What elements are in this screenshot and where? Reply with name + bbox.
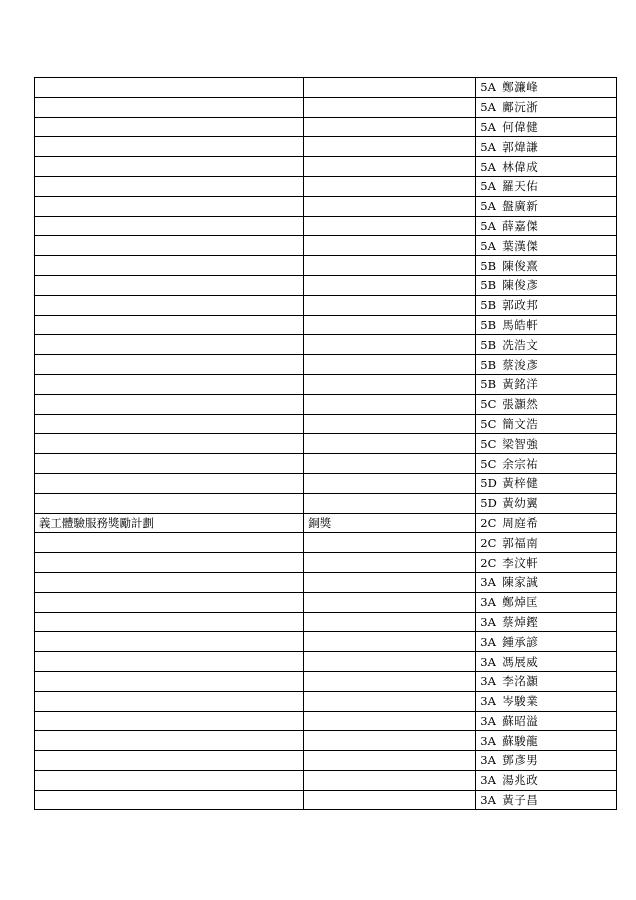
- student-name: 鄺沅浙: [502, 100, 539, 115]
- table-row: [35, 355, 617, 375]
- table-row: [35, 533, 617, 553]
- student-class: 5B: [480, 258, 497, 273]
- student-class: 3A: [480, 674, 496, 689]
- student-class: 3A: [480, 634, 496, 649]
- student-cell: [476, 78, 617, 98]
- student-class: 5B: [480, 377, 497, 392]
- student-class: 5C: [480, 456, 497, 471]
- table-row: [35, 97, 617, 117]
- program-cell: [35, 414, 304, 434]
- student-name: 湯兆政: [502, 773, 539, 788]
- program-cell: 義工體驗服務獎勵計劃: [35, 513, 304, 533]
- award-cell: [304, 632, 476, 652]
- student-cell: [476, 256, 617, 276]
- award-cell: [304, 553, 476, 573]
- student-cell: [476, 770, 617, 790]
- award-cell: [304, 216, 476, 236]
- student-cell: [476, 157, 617, 177]
- student-cell: [476, 454, 617, 474]
- student-cell: [476, 374, 617, 394]
- student-name: 梁智強: [502, 436, 539, 451]
- student-class: 5A: [480, 179, 496, 194]
- student-name: 馮展威: [502, 654, 539, 669]
- student-class: 5C: [480, 416, 497, 431]
- table-row: [35, 374, 617, 394]
- table-row: [35, 513, 617, 533]
- program-cell: [35, 355, 304, 375]
- student-class: 3A: [480, 753, 496, 768]
- table-row: [35, 78, 617, 98]
- table-row: [35, 553, 617, 573]
- student-name: 李汶軒: [502, 555, 539, 570]
- award-cell: [304, 295, 476, 315]
- program-cell: [35, 97, 304, 117]
- program-cell: [35, 78, 304, 98]
- program-cell: [35, 454, 304, 474]
- award-cell: [304, 770, 476, 790]
- student-class: 5D: [480, 496, 497, 511]
- student-class: 3A: [480, 595, 496, 610]
- student-cell: [476, 473, 617, 493]
- student-cell: [476, 216, 617, 236]
- program-cell: [35, 493, 304, 513]
- award-cell: [304, 592, 476, 612]
- student-class: 3A: [480, 773, 496, 788]
- award-cell: [304, 275, 476, 295]
- program-cell: [35, 394, 304, 414]
- award-cell: [304, 117, 476, 137]
- student-cell: [476, 533, 617, 553]
- table-row: [35, 275, 617, 295]
- student-cell: [476, 632, 617, 652]
- table-row: [35, 473, 617, 493]
- student-cell: [476, 652, 617, 672]
- student-class: 3A: [480, 694, 496, 709]
- student-class: 5D: [480, 476, 497, 491]
- student-name: 蘇昭溢: [502, 713, 539, 728]
- student-class: 5A: [480, 80, 496, 95]
- program-cell: [35, 434, 304, 454]
- student-name: 葉漢傑: [502, 238, 539, 253]
- program-cell: [35, 295, 304, 315]
- student-name: 林偉成: [502, 159, 539, 174]
- student-cell: [476, 295, 617, 315]
- award-cell: [304, 473, 476, 493]
- student-class: 3A: [480, 793, 496, 808]
- award-cell: [304, 78, 476, 98]
- award-cell: [304, 196, 476, 216]
- student-class: 2C: [480, 535, 497, 550]
- student-class: 3A: [480, 713, 496, 728]
- program-cell: [35, 473, 304, 493]
- program-cell: [35, 770, 304, 790]
- program-cell: [35, 117, 304, 137]
- award-cell: [304, 374, 476, 394]
- student-cell: [476, 137, 617, 157]
- table-row: [35, 236, 617, 256]
- student-class: 5B: [480, 317, 497, 332]
- award-cell: [304, 612, 476, 632]
- student-name: 羅天佑: [502, 179, 539, 194]
- program-cell: [35, 572, 304, 592]
- student-name: 李洺灝: [502, 674, 539, 689]
- student-class: 5A: [480, 119, 496, 134]
- table-row: [35, 256, 617, 276]
- student-name: 陳俊彥: [502, 278, 539, 293]
- table-row: [35, 176, 617, 196]
- program-cell: [35, 790, 304, 810]
- table-row: [35, 731, 617, 751]
- student-cell: [476, 117, 617, 137]
- award-cell: [304, 751, 476, 771]
- student-cell: [476, 196, 617, 216]
- student-name: 鄭焯匡: [502, 595, 539, 610]
- program-cell: [35, 632, 304, 652]
- award-cell: [304, 315, 476, 335]
- program-cell: [35, 176, 304, 196]
- student-cell: [476, 434, 617, 454]
- table-row: [35, 671, 617, 691]
- student-cell: [476, 731, 617, 751]
- student-cell: [476, 751, 617, 771]
- table-row: [35, 652, 617, 672]
- award-cell: 銅獎: [304, 513, 476, 533]
- award-cell: [304, 394, 476, 414]
- program-cell: [35, 751, 304, 771]
- program-cell: [35, 731, 304, 751]
- table-row: [35, 592, 617, 612]
- table-row: [35, 454, 617, 474]
- student-cell: [476, 355, 617, 375]
- program-cell: [35, 374, 304, 394]
- student-class: 5B: [480, 298, 497, 313]
- student-cell: [476, 493, 617, 513]
- student-class: 3A: [480, 575, 496, 590]
- student-name: 簡文浩: [502, 416, 539, 431]
- award-cell: [304, 790, 476, 810]
- student-name: 岑駿業: [502, 694, 539, 709]
- student-name: 黃梓健: [502, 476, 539, 491]
- table-row: [35, 157, 617, 177]
- student-cell: [476, 315, 617, 335]
- student-class: 3A: [480, 733, 496, 748]
- student-name: 陳俊熹: [502, 258, 539, 273]
- table-row: [35, 434, 617, 454]
- table-row: [35, 315, 617, 335]
- award-cell: [304, 157, 476, 177]
- program-cell: [35, 533, 304, 553]
- student-name: 黃幼翼: [502, 496, 539, 511]
- student-name: 薛嘉傑: [502, 218, 539, 233]
- student-class: 5A: [480, 100, 496, 115]
- program-cell: [35, 196, 304, 216]
- student-name: 鄧彥男: [502, 753, 539, 768]
- student-cell: [476, 513, 617, 533]
- student-name: 周庭希: [502, 515, 539, 530]
- program-cell: [35, 236, 304, 256]
- student-class: 5B: [480, 337, 497, 352]
- award-cell: [304, 493, 476, 513]
- student-class: 5A: [480, 199, 496, 214]
- student-cell: [476, 671, 617, 691]
- award-cell: [304, 572, 476, 592]
- student-class: 2C: [480, 515, 497, 530]
- program-cell: [35, 216, 304, 236]
- award-cell: [304, 711, 476, 731]
- table-row: [35, 632, 617, 652]
- student-cell: [476, 572, 617, 592]
- award-cell: [304, 256, 476, 276]
- student-name: 陳家誠: [502, 575, 539, 590]
- program-cell: [35, 275, 304, 295]
- student-class: 5A: [480, 238, 496, 253]
- student-name: 蔡浚彥: [502, 357, 539, 372]
- award-cell: [304, 454, 476, 474]
- student-name: 馬皓軒: [502, 317, 539, 332]
- student-cell: [476, 176, 617, 196]
- student-class: 5C: [480, 436, 497, 451]
- student-name: 余宗祐: [502, 456, 539, 471]
- student-cell: [476, 592, 617, 612]
- student-name: 鄭濂峰: [502, 80, 539, 95]
- program-cell: [35, 671, 304, 691]
- student-cell: [476, 335, 617, 355]
- student-name: 黃銘洋: [502, 377, 539, 392]
- table-row: [35, 612, 617, 632]
- program-cell: [35, 711, 304, 731]
- student-name: 蘇駿龍: [502, 733, 539, 748]
- student-class: 3A: [480, 654, 496, 669]
- student-name: 張灝然: [502, 397, 539, 412]
- student-class: 2C: [480, 555, 497, 570]
- program-cell: [35, 592, 304, 612]
- student-class: 5A: [480, 159, 496, 174]
- table-row: [35, 691, 617, 711]
- student-cell: [476, 790, 617, 810]
- table-row: [35, 711, 617, 731]
- student-name: 何偉健: [502, 119, 539, 134]
- program-cell: [35, 315, 304, 335]
- table-row: [35, 137, 617, 157]
- student-name: 郭政邦: [502, 298, 539, 313]
- award-cell: [304, 414, 476, 434]
- student-name: 鍾承諺: [502, 634, 539, 649]
- table-row: [35, 335, 617, 355]
- award-cell: [304, 731, 476, 751]
- student-cell: [476, 711, 617, 731]
- table-row: [35, 770, 617, 790]
- award-cell: [304, 236, 476, 256]
- student-name: 郭福南: [502, 535, 539, 550]
- award-cell: [304, 652, 476, 672]
- table-row: [35, 196, 617, 216]
- student-cell: [476, 553, 617, 573]
- program-cell: [35, 157, 304, 177]
- table-row: [35, 493, 617, 513]
- awards-table: [34, 77, 617, 810]
- student-class: 5A: [480, 218, 496, 233]
- table-row: [35, 216, 617, 236]
- award-cell: [304, 335, 476, 355]
- table-row: [35, 572, 617, 592]
- program-cell: [35, 335, 304, 355]
- student-cell: [476, 691, 617, 711]
- table-row: [35, 394, 617, 414]
- award-cell: [304, 671, 476, 691]
- student-name: 盤廣新: [502, 199, 539, 214]
- table-row: [35, 790, 617, 810]
- student-class: 3A: [480, 614, 496, 629]
- student-name: 郭煒謙: [502, 139, 539, 154]
- student-cell: [476, 236, 617, 256]
- student-class: 5B: [480, 357, 497, 372]
- award-cell: [304, 355, 476, 375]
- student-cell: [476, 394, 617, 414]
- student-cell: [476, 612, 617, 632]
- award-cell: [304, 137, 476, 157]
- table-row: [35, 295, 617, 315]
- student-cell: [476, 275, 617, 295]
- program-cell: [35, 652, 304, 672]
- table-row: [35, 117, 617, 137]
- award-cell: [304, 691, 476, 711]
- student-class: 5B: [480, 278, 497, 293]
- program-cell: [35, 137, 304, 157]
- student-cell: [476, 414, 617, 434]
- student-cell: [476, 97, 617, 117]
- awards-table-body: [35, 78, 617, 810]
- program-cell: [35, 256, 304, 276]
- award-cell: [304, 533, 476, 553]
- student-name: 冼浩文: [502, 337, 539, 352]
- student-name: 蔡焯鏗: [502, 614, 539, 629]
- award-cell: [304, 97, 476, 117]
- program-cell: [35, 691, 304, 711]
- table-row: [35, 414, 617, 434]
- student-class: 5A: [480, 139, 496, 154]
- award-cell: [304, 434, 476, 454]
- student-name: 黃子昌: [502, 793, 539, 808]
- table-row: [35, 751, 617, 771]
- student-class: 5C: [480, 397, 497, 412]
- program-cell: [35, 553, 304, 573]
- award-cell: [304, 176, 476, 196]
- program-cell: [35, 612, 304, 632]
